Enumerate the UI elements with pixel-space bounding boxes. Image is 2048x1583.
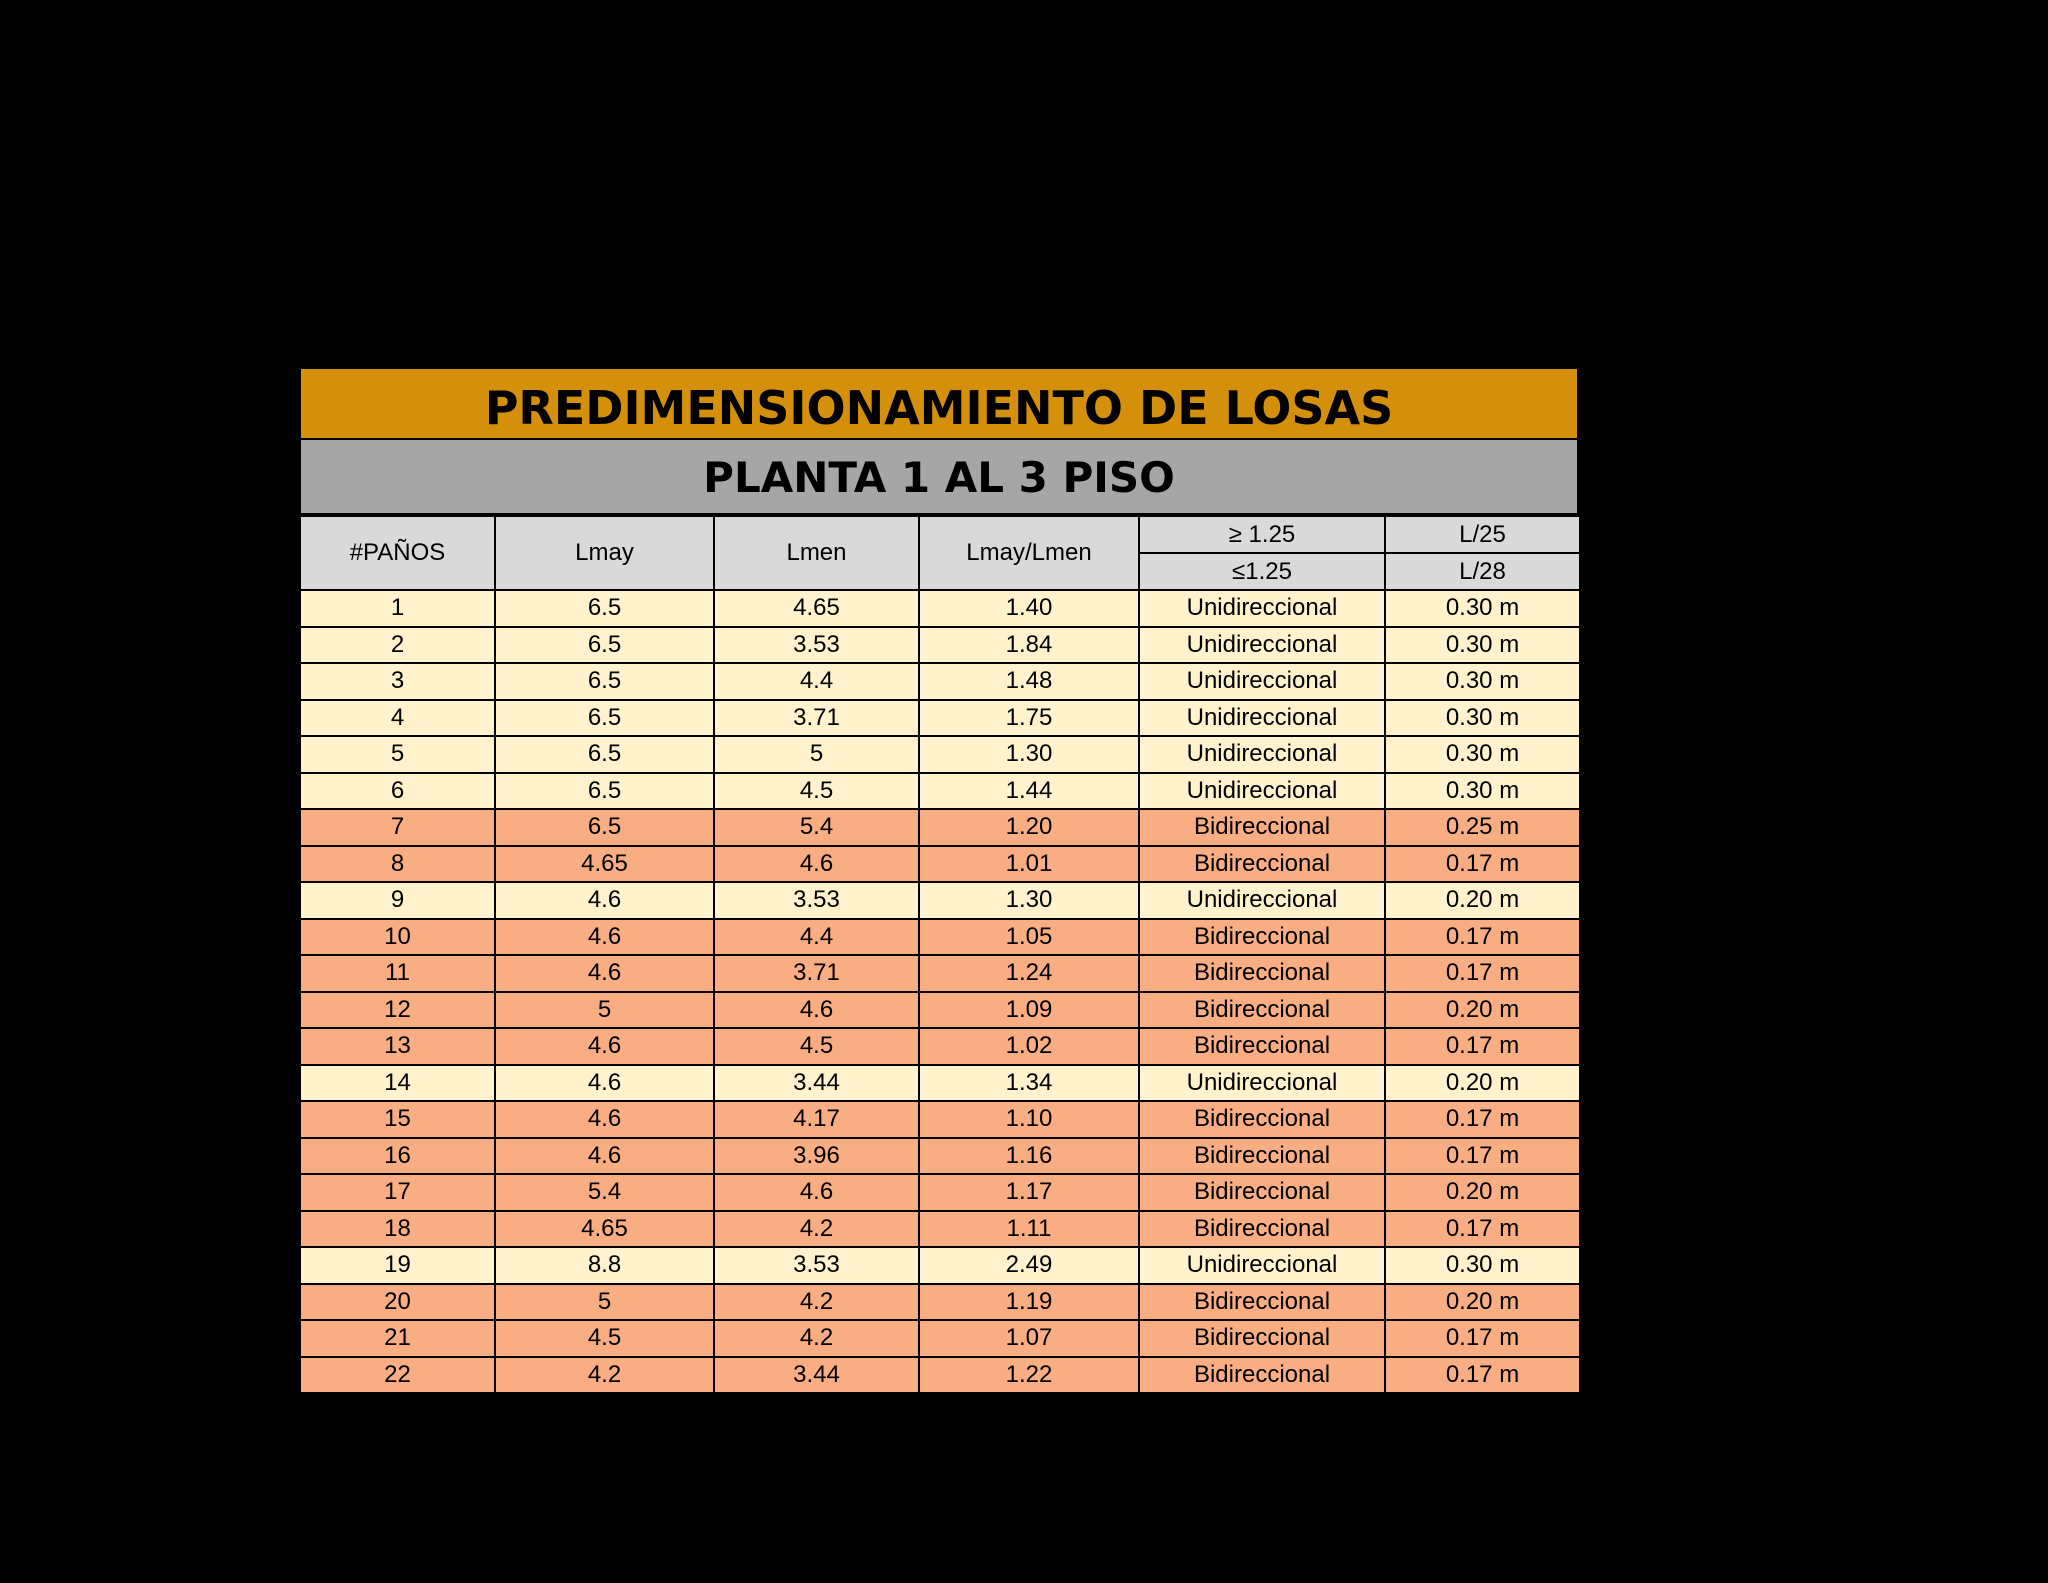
cell-type: Bidireccional — [1139, 1174, 1385, 1211]
cell-pano: 19 — [300, 1247, 495, 1284]
cell-type: Bidireccional — [1139, 1101, 1385, 1138]
cell-lmen: 3.71 — [714, 955, 919, 992]
cell-type: Bidireccional — [1139, 1138, 1385, 1175]
table-row — [300, 1357, 1580, 1394]
cell-lmay: 4.6 — [495, 1065, 714, 1102]
cell-lmen: 4.6 — [714, 992, 919, 1029]
cell-lmen: 3.44 — [714, 1065, 919, 1102]
cell-pano: 11 — [300, 955, 495, 992]
cell-lmen: 4.5 — [714, 773, 919, 810]
cell-lmen: 3.71 — [714, 700, 919, 737]
cell-thickness: 0.30 m — [1385, 700, 1580, 737]
page-title: PREDIMENSIONAMIENTO DE LOSAS — [299, 367, 1579, 440]
cell-lmen: 4.17 — [714, 1101, 919, 1138]
cell-lmay: 6.5 — [495, 773, 714, 810]
cell-lmen: 3.44 — [714, 1357, 919, 1394]
cell-pano: 21 — [300, 1320, 495, 1357]
cell-thickness: 0.25 m — [1385, 809, 1580, 846]
cell-lmay: 6.5 — [495, 700, 714, 737]
header-lmay: Lmay — [495, 516, 714, 590]
cell-thickness: 0.20 m — [1385, 1065, 1580, 1102]
cell-ratio: 1.20 — [919, 809, 1139, 846]
cell-pano: 7 — [300, 809, 495, 846]
cell-ratio: 1.16 — [919, 1138, 1139, 1175]
table-row — [300, 1247, 1580, 1284]
table-row — [300, 736, 1580, 773]
table-row — [300, 1284, 1580, 1321]
table-row — [300, 992, 1580, 1029]
cell-thickness: 0.30 m — [1385, 590, 1580, 627]
cell-lmen: 4.2 — [714, 1320, 919, 1357]
cell-lmay: 4.5 — [495, 1320, 714, 1357]
table-row — [300, 1138, 1580, 1175]
cell-ratio: 1.30 — [919, 736, 1139, 773]
cell-thickness: 0.17 m — [1385, 955, 1580, 992]
table-row — [300, 1101, 1580, 1138]
cell-lmen: 3.53 — [714, 627, 919, 664]
cell-pano: 6 — [300, 773, 495, 810]
cell-ratio: 1.10 — [919, 1101, 1139, 1138]
cell-ratio: 1.48 — [919, 663, 1139, 700]
cell-pano: 13 — [300, 1028, 495, 1065]
cell-lmay: 6.5 — [495, 627, 714, 664]
cell-lmay: 4.6 — [495, 919, 714, 956]
cell-type: Unidireccional — [1139, 773, 1385, 810]
cell-ratio: 1.01 — [919, 846, 1139, 883]
cell-type: Bidireccional — [1139, 1284, 1385, 1321]
cell-thickness: 0.17 m — [1385, 1138, 1580, 1175]
cell-lmen: 4.4 — [714, 663, 919, 700]
cell-pano: 4 — [300, 700, 495, 737]
cell-lmay: 4.6 — [495, 955, 714, 992]
table-row — [300, 846, 1580, 883]
slab-table — [299, 515, 1581, 1394]
cell-lmay: 6.5 — [495, 809, 714, 846]
cell-lmen: 3.96 — [714, 1138, 919, 1175]
cell-ratio: 1.02 — [919, 1028, 1139, 1065]
header-panos: #PAÑOS — [300, 516, 495, 590]
cell-ratio: 1.17 — [919, 1174, 1139, 1211]
cell-type: Unidireccional — [1139, 1247, 1385, 1284]
cell-thickness: 0.20 m — [1385, 1284, 1580, 1321]
cell-lmay: 6.5 — [495, 736, 714, 773]
cell-type: Bidireccional — [1139, 809, 1385, 846]
cell-lmay: 4.2 — [495, 1357, 714, 1394]
cell-type: Unidireccional — [1139, 882, 1385, 919]
cell-type: Unidireccional — [1139, 663, 1385, 700]
header-thickness-lower: L/28 — [1385, 553, 1580, 590]
cell-thickness: 0.30 m — [1385, 736, 1580, 773]
cell-pano: 1 — [300, 590, 495, 627]
cell-ratio: 1.30 — [919, 882, 1139, 919]
cell-thickness: 0.17 m — [1385, 1357, 1580, 1394]
cell-type: Bidireccional — [1139, 1028, 1385, 1065]
cell-pano: 17 — [300, 1174, 495, 1211]
cell-type: Bidireccional — [1139, 1320, 1385, 1357]
cell-ratio: 2.49 — [919, 1247, 1139, 1284]
cell-ratio: 1.84 — [919, 627, 1139, 664]
table-row — [300, 1211, 1580, 1248]
cell-type: Bidireccional — [1139, 1357, 1385, 1394]
cell-lmen: 3.53 — [714, 1247, 919, 1284]
cell-pano: 16 — [300, 1138, 495, 1175]
cell-pano: 22 — [300, 1357, 495, 1394]
cell-type: Unidireccional — [1139, 627, 1385, 664]
cell-lmen: 4.5 — [714, 1028, 919, 1065]
table-header — [300, 516, 1580, 590]
header-criterion-lower: ≤1.25 — [1139, 553, 1385, 590]
cell-pano: 3 — [300, 663, 495, 700]
slab-predimension-sheet — [299, 367, 1579, 1394]
cell-thickness: 0.17 m — [1385, 919, 1580, 956]
table-row — [300, 700, 1580, 737]
cell-ratio: 1.40 — [919, 590, 1139, 627]
cell-lmen: 4.2 — [714, 1211, 919, 1248]
cell-pano: 9 — [300, 882, 495, 919]
cell-pano: 14 — [300, 1065, 495, 1102]
cell-lmay: 4.6 — [495, 1138, 714, 1175]
cell-lmay: 5 — [495, 992, 714, 1029]
cell-ratio: 1.09 — [919, 992, 1139, 1029]
cell-ratio: 1.44 — [919, 773, 1139, 810]
cell-ratio: 1.34 — [919, 1065, 1139, 1102]
cell-thickness: 0.17 m — [1385, 846, 1580, 883]
cell-thickness: 0.17 m — [1385, 1101, 1580, 1138]
cell-pano: 5 — [300, 736, 495, 773]
cell-thickness: 0.20 m — [1385, 882, 1580, 919]
cell-lmen: 3.53 — [714, 882, 919, 919]
cell-ratio: 1.22 — [919, 1357, 1139, 1394]
cell-lmay: 4.6 — [495, 1028, 714, 1065]
cell-lmay: 4.65 — [495, 1211, 714, 1248]
table-row — [300, 627, 1580, 664]
cell-lmen: 4.2 — [714, 1284, 919, 1321]
cell-lmen: 4.6 — [714, 1174, 919, 1211]
table-body — [300, 590, 1580, 1393]
cell-lmay: 4.6 — [495, 882, 714, 919]
cell-thickness: 0.30 m — [1385, 773, 1580, 810]
cell-lmay: 5.4 — [495, 1174, 714, 1211]
cell-ratio: 1.11 — [919, 1211, 1139, 1248]
cell-lmen: 4.65 — [714, 590, 919, 627]
cell-pano: 8 — [300, 846, 495, 883]
cell-lmay: 5 — [495, 1284, 714, 1321]
cell-pano: 15 — [300, 1101, 495, 1138]
cell-pano: 2 — [300, 627, 495, 664]
cell-ratio: 1.24 — [919, 955, 1139, 992]
cell-type: Unidireccional — [1139, 700, 1385, 737]
cell-type: Bidireccional — [1139, 955, 1385, 992]
table-row — [300, 919, 1580, 956]
cell-lmay: 8.8 — [495, 1247, 714, 1284]
table-row — [300, 809, 1580, 846]
cell-thickness: 0.20 m — [1385, 1174, 1580, 1211]
cell-type: Unidireccional — [1139, 590, 1385, 627]
cell-type: Unidireccional — [1139, 1065, 1385, 1102]
cell-thickness: 0.30 m — [1385, 1247, 1580, 1284]
cell-lmen: 4.4 — [714, 919, 919, 956]
cell-pano: 12 — [300, 992, 495, 1029]
table-row — [300, 1065, 1580, 1102]
table-row — [300, 955, 1580, 992]
cell-thickness: 0.30 m — [1385, 627, 1580, 664]
cell-thickness: 0.17 m — [1385, 1028, 1580, 1065]
page-subtitle: PLANTA 1 AL 3 PISO — [299, 440, 1579, 515]
cell-lmay: 4.6 — [495, 1101, 714, 1138]
cell-pano: 10 — [300, 919, 495, 956]
cell-pano: 18 — [300, 1211, 495, 1248]
cell-pano: 20 — [300, 1284, 495, 1321]
cell-thickness: 0.30 m — [1385, 663, 1580, 700]
cell-lmay: 4.65 — [495, 846, 714, 883]
cell-lmen: 5 — [714, 736, 919, 773]
cell-type: Bidireccional — [1139, 919, 1385, 956]
header-lmen: Lmen — [714, 516, 919, 590]
cell-ratio: 1.07 — [919, 1320, 1139, 1357]
cell-ratio: 1.75 — [919, 700, 1139, 737]
table-row — [300, 1028, 1580, 1065]
cell-type: Bidireccional — [1139, 846, 1385, 883]
table-row — [300, 882, 1580, 919]
table-row — [300, 1320, 1580, 1357]
cell-lmen: 4.6 — [714, 846, 919, 883]
cell-ratio: 1.19 — [919, 1284, 1139, 1321]
cell-type: Bidireccional — [1139, 992, 1385, 1029]
cell-type: Unidireccional — [1139, 736, 1385, 773]
table-row — [300, 663, 1580, 700]
header-thickness-upper: L/25 — [1385, 516, 1580, 553]
cell-lmay: 6.5 — [495, 663, 714, 700]
cell-thickness: 0.17 m — [1385, 1320, 1580, 1357]
cell-lmay: 6.5 — [495, 590, 714, 627]
cell-type: Bidireccional — [1139, 1211, 1385, 1248]
cell-ratio: 1.05 — [919, 919, 1139, 956]
table-row — [300, 590, 1580, 627]
cell-thickness: 0.17 m — [1385, 1211, 1580, 1248]
header-ratio: Lmay/Lmen — [919, 516, 1139, 590]
cell-thickness: 0.20 m — [1385, 992, 1580, 1029]
table-row — [300, 773, 1580, 810]
header-criterion-upper: ≥ 1.25 — [1139, 516, 1385, 553]
cell-lmen: 5.4 — [714, 809, 919, 846]
table-row — [300, 1174, 1580, 1211]
